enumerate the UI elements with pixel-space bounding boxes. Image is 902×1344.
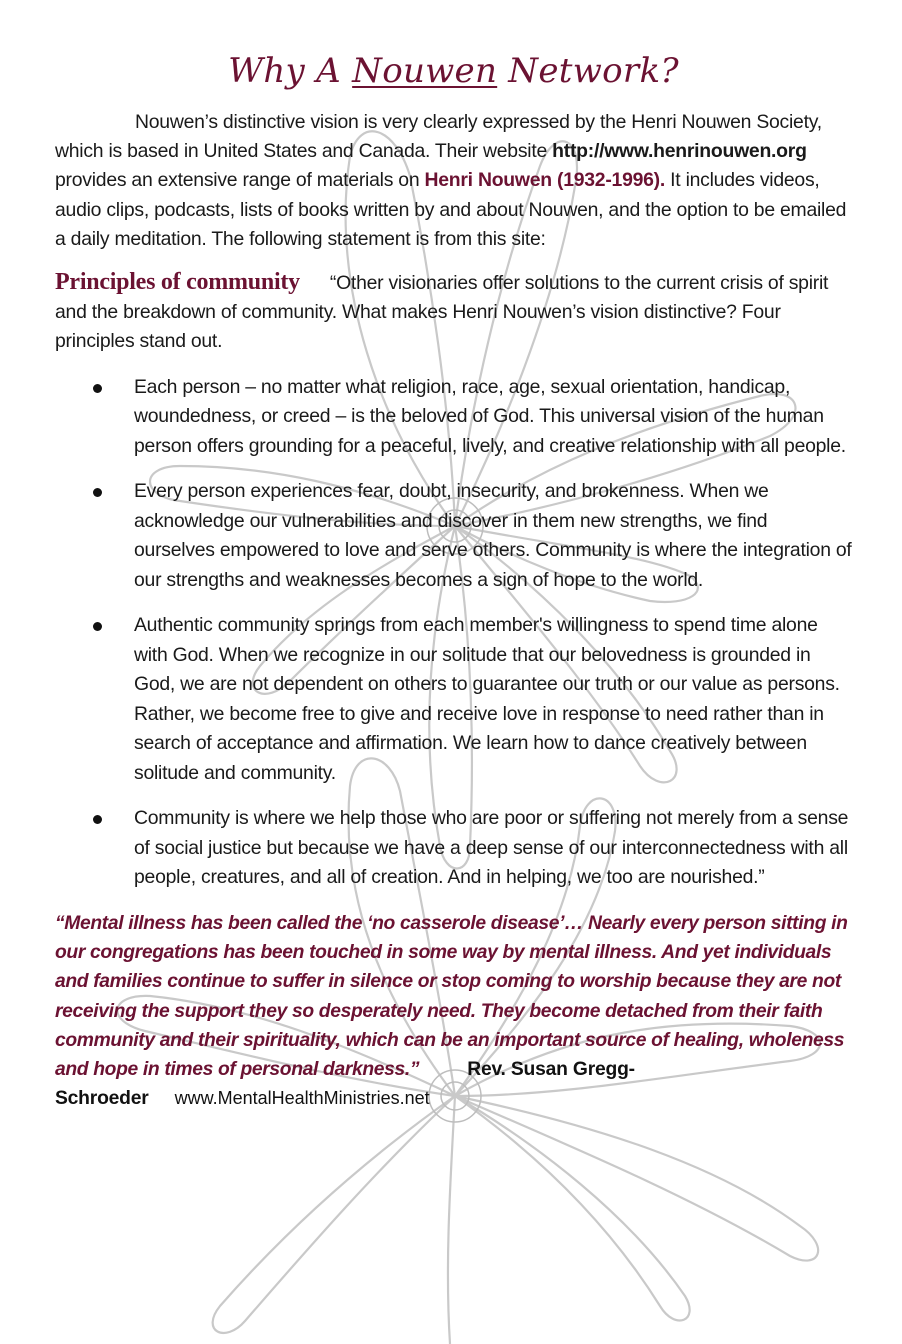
ministry-website-link[interactable]: www.MentalHealthMinistries.net <box>174 1088 430 1109</box>
document-page <box>0 46 902 1114</box>
principles-list <box>55 373 852 893</box>
quote-author: Rev. Susan Gregg-Schroeder <box>55 1059 635 1110</box>
list-item: Community is where we help those who are poor or suffering not merely from a sense of social justice but because we have a deep sense of our interconnectedness with all people, creatures, and all of creation. And in helping, we too are nourished.” <box>55 804 852 893</box>
list-item: Every person experiences fear, doubt, insecurity, and brokenness. When we acknowledge our vulnerabilities and discover in them new strengths, we find ourselves empowered to love and serve others. Community is where the integration of our strengths and weaknesses becomes a sign of hope to the world. <box>55 477 852 595</box>
mental-illness-quote: “Mental illness has been called the ‘no casserole disease’… Nearly every person sitting in our congregations has been touched in some way by mental illness. And yet individuals and families continue to suffer in silence or stop coming to worship because they are not receiving the support they so desperately need. They become detached from their faith community and their spirituality, which can be an important source of healing, wholeness and hope in times of personal darkness.” Rev. Susan Gregg-Schroeder www.MentalHealthMinistries.net <box>55 912 848 1110</box>
page-title: Why A Nouwen Network? <box>228 51 679 91</box>
henri-nouwen-highlight: Henri Nouwen (1932-1996). <box>424 169 666 192</box>
principles-heading: Principles of community <box>55 269 300 296</box>
title-underlined-word: Nouwen <box>352 51 498 91</box>
bullet-dot-icon <box>93 384 102 393</box>
intro-paragraph: Nouwen’s distinctive vision is very clearly expressed by the Henri Nouwen Society, which is based in United States and Canada. Their website http://www.henrinouwen.org provides an extensive range of materials on Henri Nouwen (1932-1996). It includes videos, audio clips, podcasts, lists of books written by and about Nouwen, and the option to be emailed a daily meditation. The following statement is from this site: <box>55 111 847 250</box>
list-item: Each person – no matter what religion, race, age, sexual orientation, handicap, woundedness, or creed – is the beloved of God. This universal vision of the human person offers grounding for a peaceful, lively, and creative relationship with all people. <box>55 373 852 462</box>
list-item: Authentic community springs from each member's willingness to spend time alone with God. When we recognize in our solitude that our belovedness is grounded in God, we are not dependent on others to guarantee our truth or our value as persons. Rather, we become free to give and receive love in response to need rather than in search of acceptance and affirmation. We learn how to dance creatively between solitude and community. <box>55 611 852 788</box>
bullet-dot-icon <box>93 622 102 631</box>
website-link[interactable]: http://www.henrinouwen.org <box>552 140 807 163</box>
bullet-dot-icon <box>93 815 102 824</box>
principles-intro <box>55 268 852 357</box>
principles-lead: “Other visionaries offer solutions to the current crisis of spirit and the breakdown of community. What makes Henri Nouwen’s vision distinctive? Four principles stand out. <box>55 272 829 353</box>
bullet-dot-icon <box>93 488 102 497</box>
